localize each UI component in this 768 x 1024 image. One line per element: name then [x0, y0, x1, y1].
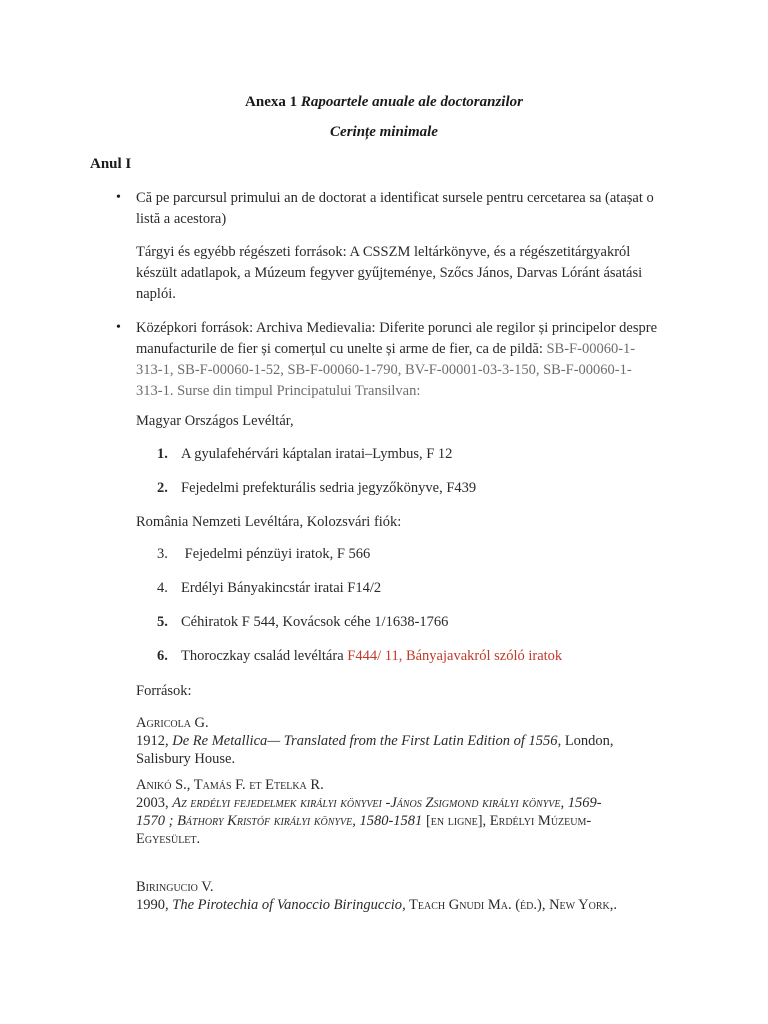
ref-year: 1912,: [136, 733, 169, 749]
subtitle-text: Cerințe minimale: [330, 124, 438, 140]
ref-title: 1570 ; Báthory Kristóf királyi könyve, 1580-1581: [136, 813, 423, 829]
archive-codes: SB-F-00060-1-: [546, 341, 636, 357]
archive-name-1: Magyar Országos Levéltár,: [136, 413, 294, 429]
list-item: [157, 446, 452, 463]
reference-entry: [136, 714, 614, 768]
list-text: A gyulafehérvári káptalan iratai–Lymbus, F 12: [181, 446, 453, 462]
list-text: Thoroczkay család levéltára: [181, 648, 344, 664]
list-text: Fejedelmi pénzüyi iratok, F 566: [181, 546, 371, 562]
text-line: [136, 339, 657, 360]
section-title: Anul I: [90, 156, 132, 172]
ref-title: De Re Metallica— Translated from the First Latin Edition of 1556: [172, 733, 558, 749]
list-text: Erdélyi Bányakincstár iratai F14/2: [181, 580, 382, 596]
text-line: Tárgyi és egyébb régészeti források: A CSSZM leltárkönyve, és a régészetitárgyakról: [136, 244, 631, 260]
bullet-paragraph-1: [136, 188, 654, 230]
ref-year: 2003,: [136, 795, 169, 811]
ref-author: Anikó S., Tamás F. et Etelka R.: [136, 777, 324, 793]
text-line: naplói.: [136, 286, 176, 302]
list-number: 4.: [157, 580, 168, 596]
annex-prefix: Anexa 1: [245, 94, 298, 110]
ref-line: Salisbury House.: [136, 751, 236, 767]
list-number: 3.: [157, 546, 168, 562]
bullet-marker: •: [116, 320, 121, 335]
ref-line: [136, 732, 614, 750]
archive-codes: 313-1, SB-F-00060-1-52, SB-F-00060-1-790, BV-F-00001-03-3-150, SB-F-00060-1-: [136, 362, 632, 378]
bullet-paragraph-2: [136, 318, 657, 402]
sources-label: Források:: [136, 683, 192, 699]
list-number: 1.: [157, 446, 168, 462]
list-text-highlight: F444/ 11, Bányajavakról szóló iratok: [347, 648, 563, 664]
list-number: 5.: [157, 614, 168, 630]
ref-title: The Pirotechia of Vanoccio Biringuccio: [172, 897, 403, 913]
ref-line: [136, 794, 602, 812]
text-segment: manufacturile de fier și comerțul cu unelte și arme de fier, ca de pildă:: [136, 341, 543, 357]
subtitle: [0, 124, 768, 141]
ref-publisher: , Teach Gnudi Ma. (éd.), New York,.: [402, 897, 618, 913]
ref-line: [136, 896, 617, 914]
list-item: [157, 614, 448, 631]
reference-entry: [136, 776, 602, 848]
list-text: Céhiratok F 544, Kovácsok céhe 1/1638-1766: [181, 614, 449, 630]
list-number: 6.: [157, 648, 168, 664]
ref-publisher: [en ligne], Erdélyi Múzeum-: [422, 813, 592, 829]
ref-line: Egyesület.: [136, 831, 201, 847]
reference-entry: [136, 878, 617, 914]
list-item: [157, 546, 370, 563]
list-item: [157, 480, 476, 497]
list-number: 2.: [157, 480, 168, 496]
annex-title: Rapoartele anuale ale doctoranzilor: [300, 94, 523, 110]
annex-heading: [0, 94, 768, 111]
ref-year: 1990,: [136, 897, 169, 913]
archive-codes: 313-1. Surse din timpul Principatului Transilvan:: [136, 383, 421, 399]
ref-publisher: , London,: [557, 733, 614, 749]
targyi-paragraph: [136, 242, 642, 305]
bullet-marker: •: [116, 190, 121, 205]
text-line: listă a acestora): [136, 211, 227, 227]
archive-name-2: România Nemzeti Levéltára, Kolozsvári fiók:: [136, 514, 402, 530]
text-line: Că pe parcursul primului an de doctorat a identificat sursele pentru cercetarea sa (atașat o: [136, 190, 654, 206]
ref-title: Az erdélyi fejedelmek királyi könyvei -János Zsigmond királyi könyve, 1569-: [172, 795, 602, 811]
list-item: [157, 580, 381, 597]
list-text: Fejedelmi prefekturális sedria jegyzőkönyve, F439: [181, 480, 477, 496]
text-line: Középkori források: Archiva Medievalia: Diferite porunci ale regilor și principelor despre: [136, 320, 658, 336]
ref-author: Biringucio V.: [136, 879, 214, 895]
list-item: [157, 648, 562, 665]
text-line: készült adatlapok, a Múzeum fegyver gyűjteménye, Szőcs János, Darvas Lóránt ásatási: [136, 265, 643, 281]
ref-author: Agricola G.: [136, 715, 209, 731]
ref-line: [136, 812, 602, 830]
